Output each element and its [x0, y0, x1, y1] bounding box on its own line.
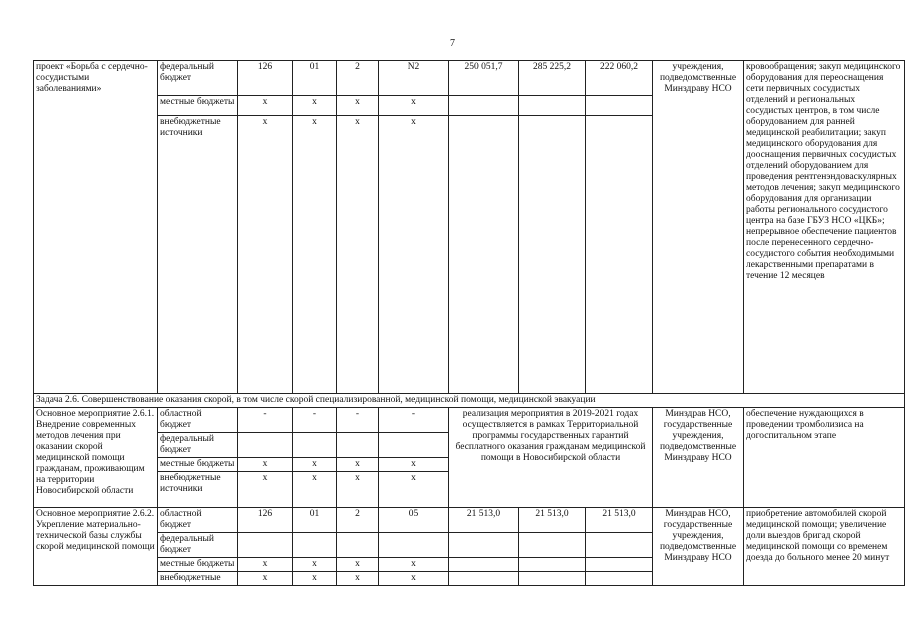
year-amount: [586, 572, 653, 586]
code-cell: x: [337, 116, 379, 394]
code-cell: x: [238, 116, 293, 394]
year-amount: [586, 116, 653, 394]
code-cell: x: [337, 572, 379, 586]
code-cell: 01: [293, 508, 337, 533]
funding-source: областной бюджет: [158, 508, 238, 533]
year-amount: 21 513,0: [449, 508, 519, 533]
code-cell: x: [293, 458, 337, 472]
table-row: [34, 408, 905, 433]
code-cell: 05: [379, 508, 449, 533]
years-note: реализация мероприятия в 2019-2021 годах осуществляется в рамках Территориальной программы государственных гарантий бесплатного оказания гражданам медицинской помощи в Новосибирской области: [449, 408, 653, 508]
year-amount: [586, 558, 653, 572]
code-cell: x: [379, 458, 449, 472]
year-amount: 222 060,2: [586, 61, 653, 96]
year-amount: [586, 96, 653, 116]
code-cell: [379, 533, 449, 558]
year-amount: [449, 558, 519, 572]
code-cell: -: [293, 408, 337, 433]
code-cell: -: [337, 408, 379, 433]
code-cell: x: [293, 96, 337, 116]
funding-source: федеральный бюджет: [158, 533, 238, 558]
code-cell: x: [337, 458, 379, 472]
code-cell: x: [293, 472, 337, 508]
code-cell: -: [238, 408, 293, 433]
code-cell: x: [238, 472, 293, 508]
table-row: [34, 394, 905, 408]
funding-source: внебюджетные источники: [158, 472, 238, 508]
year-amount: [449, 116, 519, 394]
code-cell: x: [379, 472, 449, 508]
expected-result: кровообращения; закуп медицинского оборудования для переоснащения сети первичных сосудистых отделений и региональных сосудистых центров, в том числе оборудованием для ранней медицинской реабилитации; закуп медицинского оборудования для дооснащения первичных сосудистых отделений оборудованием для проведения рентгенэндоваскулярных методов лечения; закуп медицинского оборудования для организации работы регионального сосудистого центра на базе ГБУЗ НСО «ЦКБ»; непрерывное обеспечение пациентов после перенесенного сердечно-сосудистого события необходимыми лекарственными препаратами в течение 12 месяцев: [744, 61, 905, 394]
executor: Минздрав НСО, государственные учреждения, подведомственные Минздраву НСО: [653, 408, 744, 508]
year-amount: [519, 558, 586, 572]
year-amount: 250 051,7: [449, 61, 519, 96]
task-header: Задача 2.6. Совершенствование оказания скорой, в том числе скорой специализированной, медицинской помощи, медицинской эвакуации: [34, 394, 905, 408]
expected-result: приобретение автомобилей скорой медицинской помощи; увеличение доли выездов бригад скорой медицинской помощи со временем доезда до больного менее 20 минут: [744, 508, 905, 586]
event-name: Основное мероприятие 2.6.1. Внедрение современных методов лечения при оказании скорой медицинской помощи гражданам, проживающим на территории Новосибирской области: [34, 408, 158, 508]
year-amount: [449, 96, 519, 116]
year-amount: 285 225,2: [519, 61, 586, 96]
code-cell: 126: [238, 508, 293, 533]
table-row: [34, 61, 905, 96]
code-cell: x: [379, 572, 449, 586]
code-cell: x: [238, 96, 293, 116]
year-amount: [519, 533, 586, 558]
code-cell: x: [379, 116, 449, 394]
funding-source: местные бюджеты: [158, 458, 238, 472]
code-cell: N2: [379, 61, 449, 96]
funding-source: областной бюджет: [158, 408, 238, 433]
page-number: 7: [450, 38, 455, 49]
funding-source: внебюджетные источники: [158, 116, 238, 394]
year-amount: [519, 96, 586, 116]
code-cell: [379, 433, 449, 458]
program-table: [33, 60, 905, 586]
year-amount: [449, 572, 519, 586]
code-cell: [293, 533, 337, 558]
expected-result: обеспечение нуждающихся в проведении тромболизиса на догоспитальном этапе: [744, 408, 905, 508]
funding-source: местные бюджеты: [158, 558, 238, 572]
code-cell: -: [379, 408, 449, 433]
year-amount: 21 513,0: [519, 508, 586, 533]
executor: Минздрав НСО, государственные учреждения, подведомственные Минздраву НСО: [653, 508, 744, 586]
year-amount: [449, 533, 519, 558]
code-cell: x: [379, 558, 449, 572]
code-cell: [337, 533, 379, 558]
funding-source: внебюджетные: [158, 572, 238, 586]
code-cell: x: [238, 558, 293, 572]
code-cell: x: [293, 116, 337, 394]
funding-source: местные бюджеты: [158, 96, 238, 116]
code-cell: [238, 533, 293, 558]
funding-source: федеральный бюджет: [158, 61, 238, 96]
year-amount: [519, 572, 586, 586]
code-cell: x: [337, 472, 379, 508]
code-cell: 126: [238, 61, 293, 96]
event-name: Основное мероприятие 2.6.2. Укрепление материально-технической базы службы скорой медицинской помощи: [34, 508, 158, 586]
code-cell: 2: [337, 508, 379, 533]
table-row: [34, 508, 905, 533]
code-cell: [337, 433, 379, 458]
year-amount: 21 513,0: [586, 508, 653, 533]
year-amount: [519, 116, 586, 394]
code-cell: x: [293, 572, 337, 586]
code-cell: [293, 433, 337, 458]
executor: учреждения, подведомственные Минздраву НСО: [653, 61, 744, 394]
code-cell: x: [337, 96, 379, 116]
event-name: проект «Борьба с сердечно-сосудистыми заболеваниями»: [34, 61, 158, 394]
code-cell: x: [337, 558, 379, 572]
code-cell: 2: [337, 61, 379, 96]
code-cell: x: [238, 572, 293, 586]
code-cell: x: [293, 558, 337, 572]
code-cell: x: [238, 458, 293, 472]
code-cell: 01: [293, 61, 337, 96]
code-cell: [238, 433, 293, 458]
code-cell: x: [379, 96, 449, 116]
year-amount: [586, 533, 653, 558]
funding-source: федеральный бюджет: [158, 433, 238, 458]
